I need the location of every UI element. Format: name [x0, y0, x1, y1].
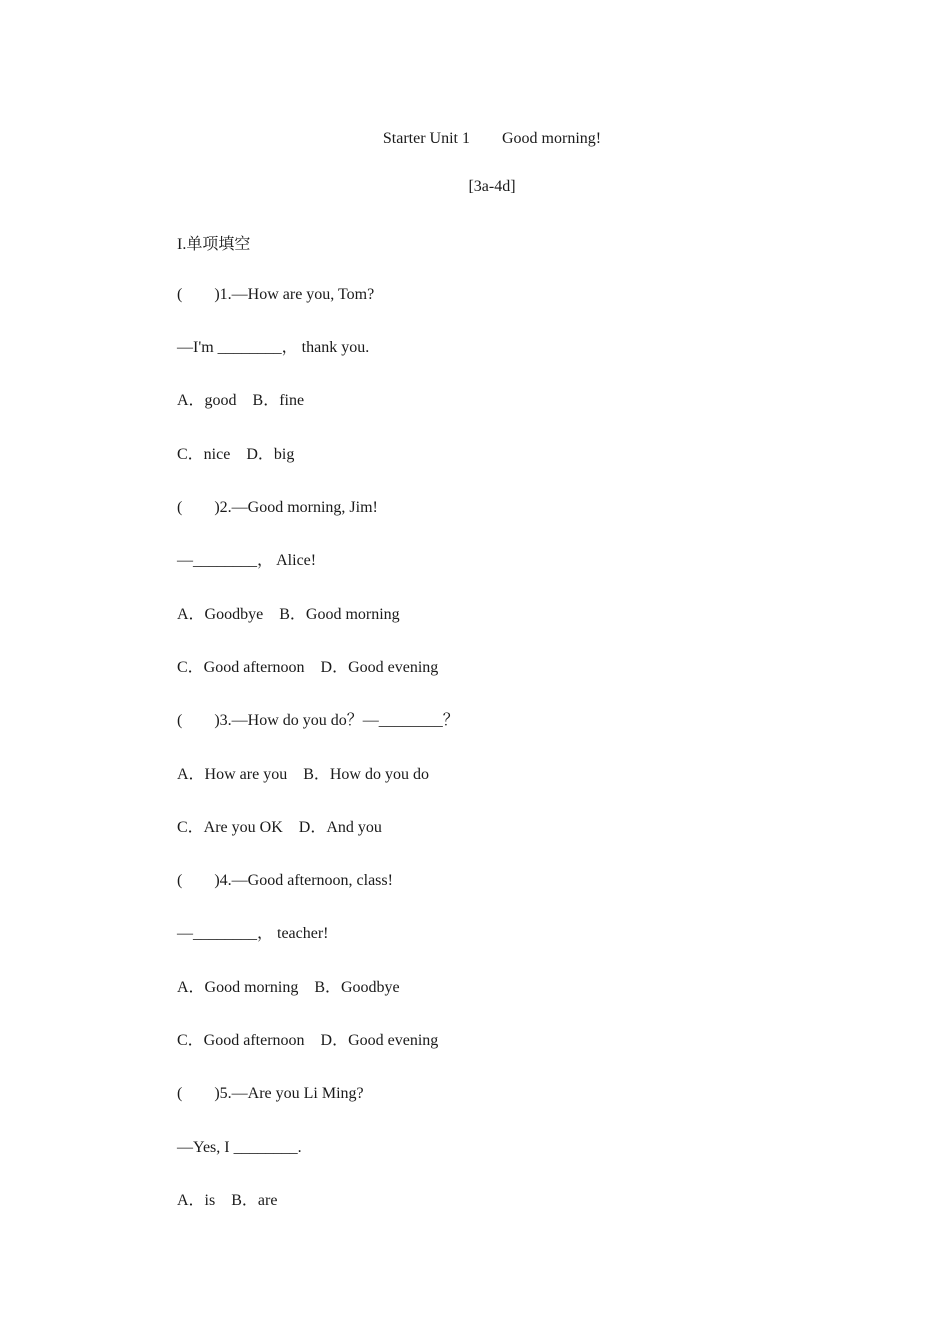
question-1-stem: ( )1.—How are you, Tom? [177, 286, 375, 303]
question-5-response: —Yes, I ________. [177, 1139, 302, 1156]
question-1-options-ab: A．good B．fine [177, 392, 305, 409]
question-2-options-ab: A．Goodbye B．Good morning [177, 606, 400, 623]
section-heading: I.单项填空 [177, 236, 251, 253]
question-5-options-ab: A．is B．are [177, 1192, 278, 1209]
question-4-options-cd: C．Good afternoon D．Good evening [177, 1032, 439, 1049]
page-title: Starter Unit 1 Good morning! [382, 130, 602, 147]
question-5-stem: ( )5.—Are you Li Ming? [177, 1085, 364, 1102]
question-4-options-ab: A．Good morning B．Goodbye [177, 979, 400, 996]
question-2-stem: ( )2.—Good morning, Jim! [177, 499, 378, 516]
question-4-stem: ( )4.—Good afternoon, class! [177, 872, 393, 889]
question-3-options-cd: C．Are you OK D．And you [177, 819, 382, 836]
question-3-stem: ( )3.—How do you do？—________？ [177, 712, 459, 729]
question-2-response: —________， Alice! [177, 552, 317, 569]
question-1-options-cd: C．nice D．big [177, 446, 295, 463]
question-4-response: —________， teacher! [177, 925, 329, 942]
question-3-options-ab: A．How are you B．How do you do [177, 766, 429, 783]
question-2-options-cd: C．Good afternoon D．Good evening [177, 659, 439, 676]
question-1-response: —I'm ________， thank you. [177, 339, 370, 356]
lesson-range: [3a-4d] [468, 178, 516, 195]
